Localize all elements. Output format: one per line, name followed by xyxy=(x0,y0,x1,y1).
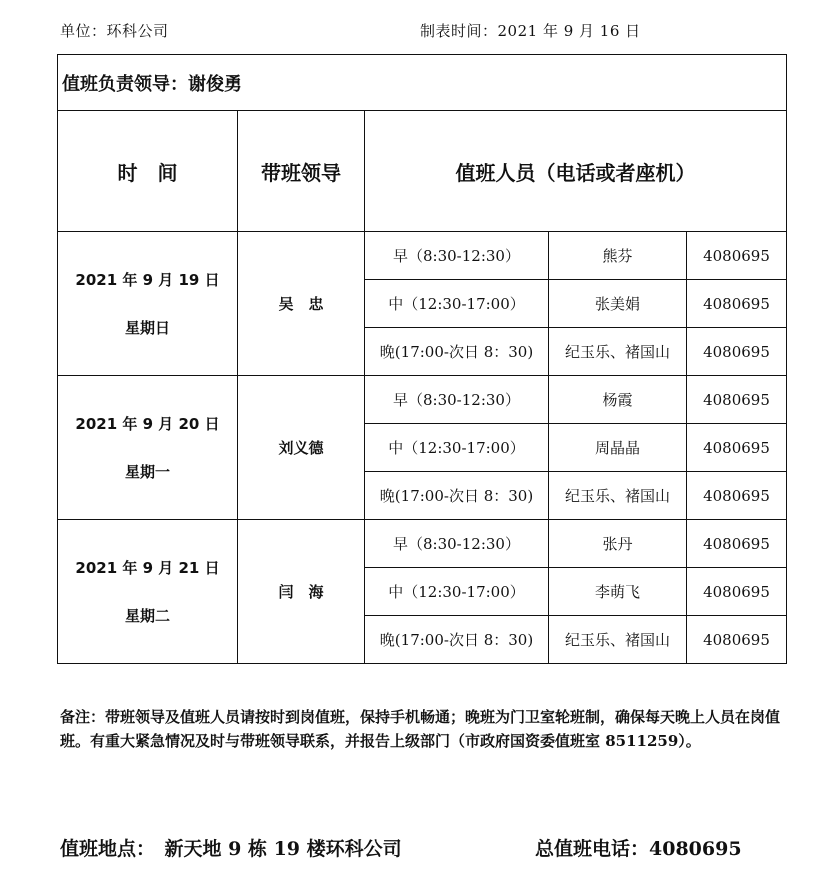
staff-phone: 4080695 xyxy=(687,616,787,664)
weekday-text: 星期日 xyxy=(124,318,170,337)
shift-period: 晚(17:00-次日 8：30) xyxy=(365,328,549,376)
staff-name: 张丹 xyxy=(549,520,687,568)
shift-leader: 闫 海 xyxy=(238,520,365,664)
staff-phone: 4080695 xyxy=(687,520,787,568)
staff-name: 周晶晶 xyxy=(549,424,687,472)
staff-name: 纪玉乐、褚国山 xyxy=(549,328,687,376)
staff-phone: 4080695 xyxy=(687,328,787,376)
staff-name: 张美娟 xyxy=(549,280,687,328)
column-header-time: 时 间 xyxy=(58,111,238,232)
staff-phone: 4080695 xyxy=(687,280,787,328)
shift-period: 早（8:30-12:30） xyxy=(365,376,549,424)
shift-period: 早（8:30-12:30） xyxy=(365,232,549,280)
table-row xyxy=(58,232,787,280)
shift-period: 中（12:30-17:00） xyxy=(365,568,549,616)
staff-phone: 4080695 xyxy=(687,424,787,472)
column-header-lead: 带班领导 xyxy=(238,111,365,232)
weekday-text: 星期二 xyxy=(124,606,170,625)
shift-period: 早（8:30-12:30） xyxy=(365,520,549,568)
duty-table xyxy=(57,54,787,664)
staff-name: 纪玉乐、褚国山 xyxy=(549,616,687,664)
date-text: 2021 年 9 月 19 日 xyxy=(75,270,220,289)
duty-location: 值班地点： 新天地 9 栋 19 楼环科公司 xyxy=(60,838,402,860)
date-cell xyxy=(58,232,238,376)
shift-period: 晚(17:00-次日 8：30) xyxy=(365,616,549,664)
leader-row xyxy=(58,55,787,111)
staff-name: 杨霞 xyxy=(549,376,687,424)
date-text: 2021 年 9 月 20 日 xyxy=(75,414,220,433)
staff-phone: 4080695 xyxy=(687,232,787,280)
weekday-text: 星期一 xyxy=(124,462,170,481)
date-cell xyxy=(58,520,238,664)
date-cell xyxy=(58,376,238,520)
staff-name: 李萌飞 xyxy=(549,568,687,616)
responsible-leader: 值班负责领导：谢俊勇 xyxy=(58,55,787,111)
header-row xyxy=(58,111,787,232)
shift-period: 中（12:30-17:00） xyxy=(365,424,549,472)
staff-phone: 4080695 xyxy=(687,472,787,520)
staff-name: 熊芬 xyxy=(549,232,687,280)
unit-label: 单位：环科公司 xyxy=(60,22,169,40)
staff-phone: 4080695 xyxy=(687,568,787,616)
duty-hotline: 总值班电话：4080695 xyxy=(535,838,742,860)
staff-phone: 4080695 xyxy=(687,376,787,424)
shift-period: 中（12:30-17:00） xyxy=(365,280,549,328)
table-row xyxy=(58,376,787,424)
column-header-staff: 值班人员（电话或者座机） xyxy=(365,111,787,232)
date-text: 2021 年 9 月 21 日 xyxy=(75,558,220,577)
staff-name: 纪玉乐、褚国山 xyxy=(549,472,687,520)
table-row xyxy=(58,520,787,568)
made-time-label: 制表时间：2021 年 9 月 16 日 xyxy=(420,22,641,40)
remarks-note: 备注：带班领导及值班人员请按时到岗值班，保持手机畅通；晚班为门卫室轮班制，确保每天晚上人员在岗值班。有重大紧急情况及时与带班领导联系，并报告上级部门（市政府国资委值班室 8511259）。 xyxy=(60,708,781,750)
shift-period: 晚(17:00-次日 8：30) xyxy=(365,472,549,520)
shift-leader: 吴 忠 xyxy=(238,232,365,376)
shift-leader: 刘义德 xyxy=(238,376,365,520)
